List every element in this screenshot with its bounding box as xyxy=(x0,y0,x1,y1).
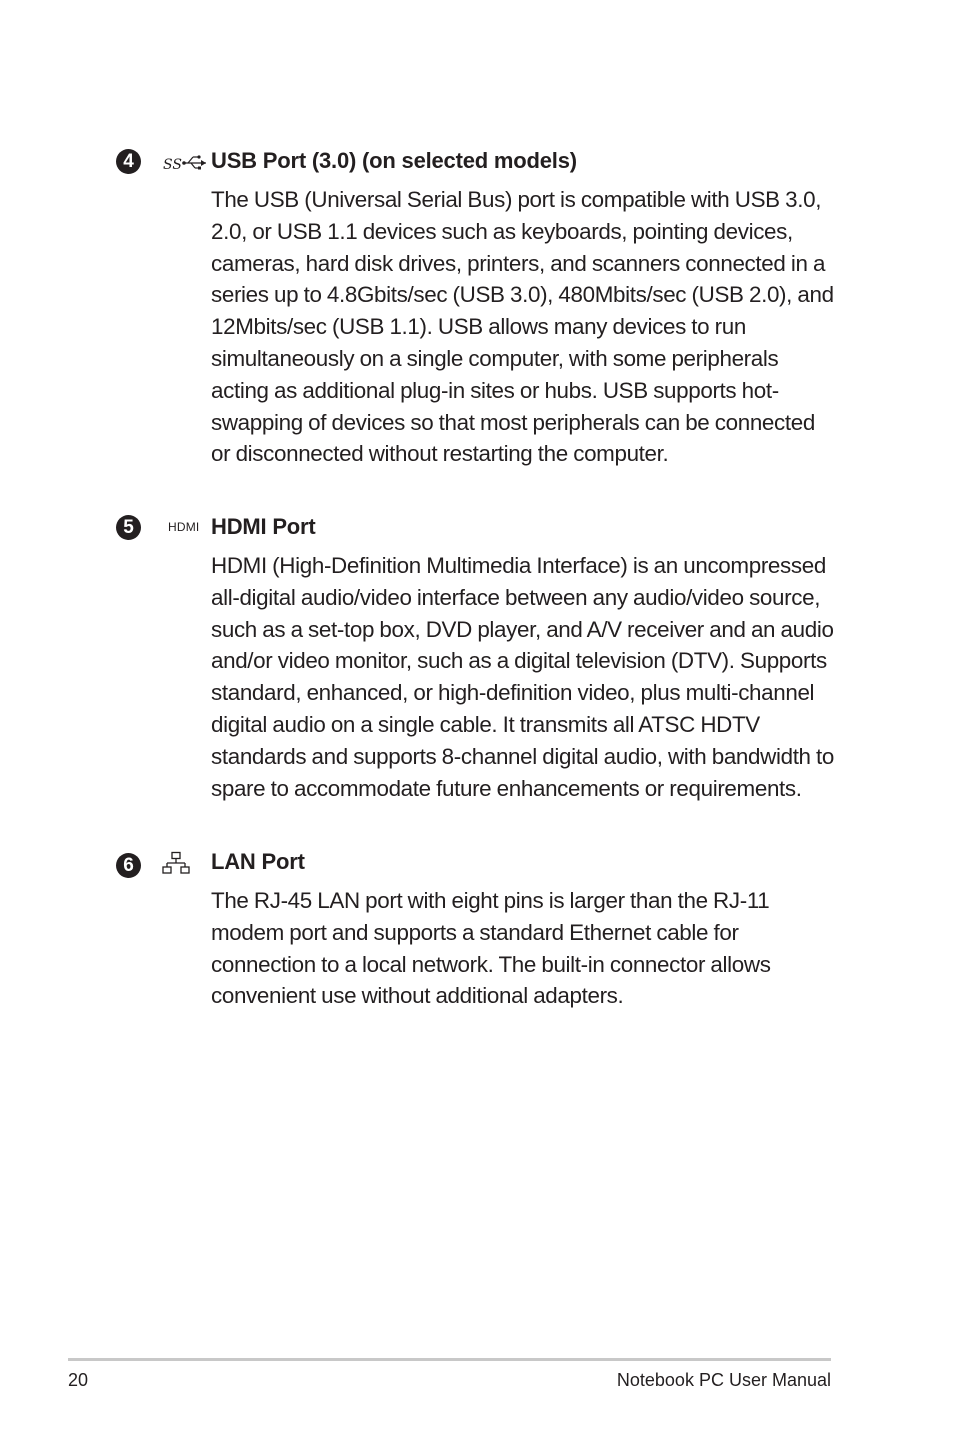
section-body: HDMI (High-Definition Multimedia Interface) is an uncompressed all-digital audio/video interface between any audio/video source, such as a set-top box, DVD player, and A/V receiver and an audio and/or video monitor, such as a digital television (DTV). Supports standard, enhanced, or high-definition video, plus multi-channel digital audio on a single cable. It transmits all ATSC HDTV standards and supports 8-channel digital audio, with bandwidth to spare to accommodate future enhancements or requirements. xyxy=(211,553,835,801)
page-number: 20 xyxy=(68,1370,89,1390)
hdmi-icon xyxy=(160,515,208,539)
manual-title: Notebook PC User Manual xyxy=(616,1370,831,1390)
section-title: USB Port (3.0) (on selected models) xyxy=(211,148,577,173)
section-body: The RJ-45 LAN port with eight pins is larger than the RJ-11 modem port and supports a standard Ethernet cable for connection to a local network. The built-in connector allows convenient use without additional adapters. xyxy=(211,888,771,1009)
section-title: HDMI Port xyxy=(211,514,316,539)
section-title: LAN Port xyxy=(211,849,305,874)
usb-superspeed-icon xyxy=(160,150,208,174)
footer-divider xyxy=(68,1358,831,1361)
item-number-badge: 6 xyxy=(116,853,141,878)
svg-text:SS: SS xyxy=(163,157,182,173)
lan-network-icon xyxy=(160,852,208,876)
section-body: The USB (Universal Serial Bus) port is compatible with USB 3.0, 2.0, or USB 1.1 devices such as keyboards, pointing devices, cameras, hard disk drives, printers, and scanners connected in a series up to 4.8Gbits/sec (USB 3.0), 480Mbits/sec (USB 2.0), and 12Mbits/sec (USB 1.1). USB allows many devices to run simultaneously on a single computer, with some peripherals acting as additional plug-in sites or hubs. USB supports hot-swapping of devices so that most peripherals can be connected or disconnected without restarting the computer. xyxy=(211,187,834,467)
item-number-badge: 5 xyxy=(116,515,141,540)
hdmi-icon-label: HDMI xyxy=(168,520,200,534)
item-number-badge: 4 xyxy=(116,149,141,174)
